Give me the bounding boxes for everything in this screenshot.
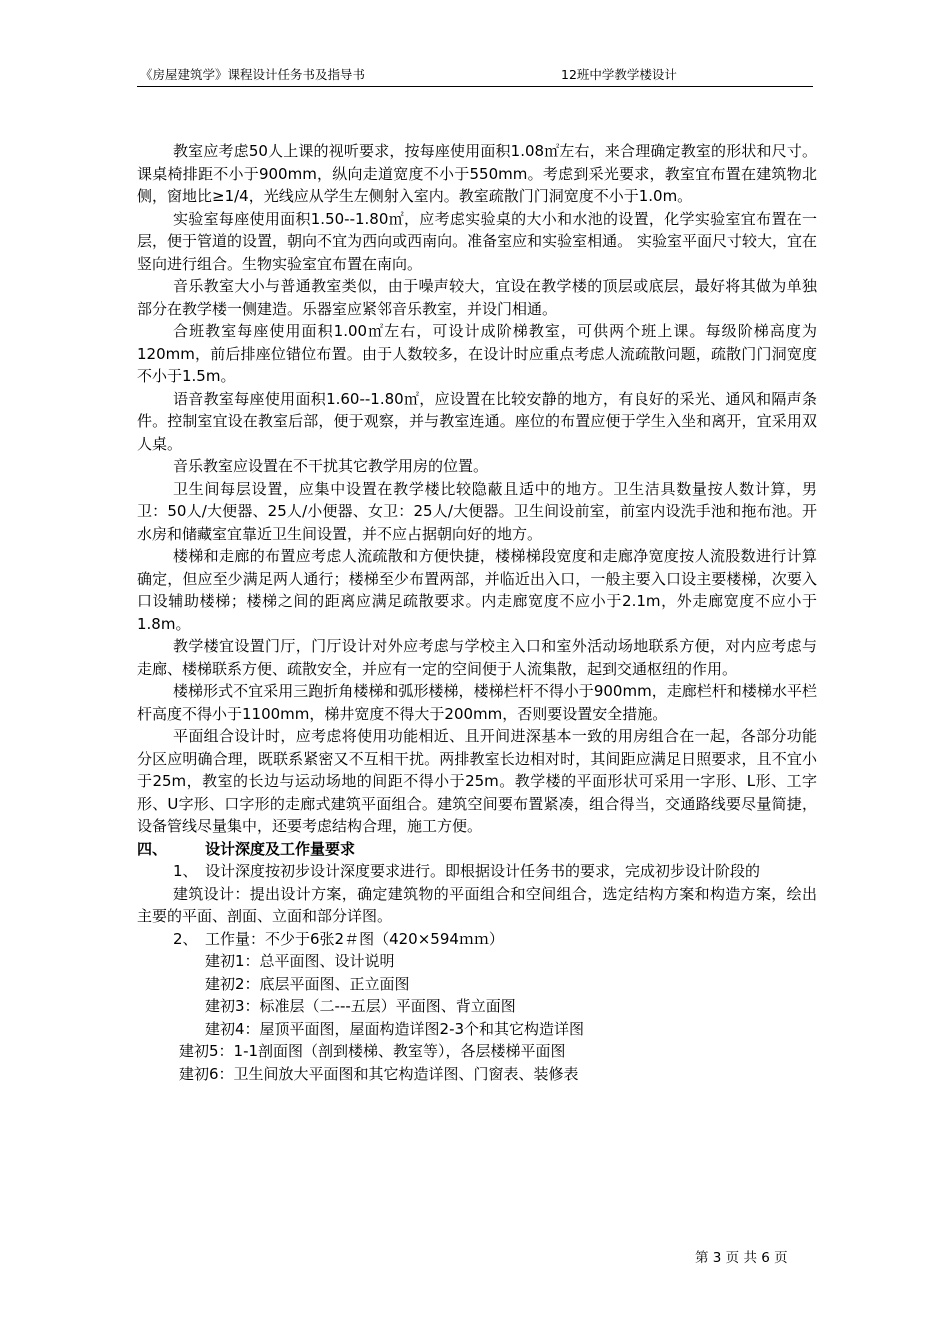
document-body [137,140,817,1085]
list-item-text: 设计深度按初步设计深度要求进行。即根据设计任务书的要求，完成初步设计阶段的 [205,862,761,880]
drawing-sheet-6: 建初6：卫生间放大平面图和其它构造详图、门窗表、装修表 [179,1064,579,1083]
paragraph-stair-railings: 楼梯形式不宜采用三跑折角楼梯和弧形楼梯，楼梯栏杆不得小于900mm，走廊栏杆和楼梯水平栏杆高度不得小于1100mm，梯井宽度不得大于200mm，否则要设置安全措施。 [137,682,817,723]
paragraph-laboratory: 实验室每座使用面积1.50--1.80㎡，应考虑实验桌的大小和水池的设置，化学实验室宜布置在一层，便于管道的设置，朝向不宜为西向或西南向。准备室应和实验室相通。 实验室平面尺寸较大，宜在竖向进行组合。生物实验室宜布置在南向。 [137,209,817,273]
drawing-sheet-4: 建初4：屋顶平面图，屋面构造详图2-3个和其它构造详图 [205,1019,585,1038]
section-title: 设计深度及工作量要求 [205,839,356,858]
drawing-sheet-1: 建初1：总平面图、设计说明 [205,952,395,970]
page-number: 第 3 页 共 6 页 [695,1250,788,1266]
list-item-workload [137,928,817,951]
paragraph-plan-composition: 平面组合设计时，应考虑将使用功能相近、且开间进深基本一致的用房组合在一起，各部分功能分区应明确合理，既联系紧密又不互相干扰。两排教室长边相对时，其间距应满足日照要求，且不宜小于25m，教室的长边与运动场地的间距不得小于25m。教学楼的平面形状可采用一字形、L形、工字形、U字形、口字形的走廊式建筑平面组合。建筑空间要布置紧凑，组合得当，交通路线要尽量简捷，设备管线尽量集中，还要考虑结构合理，施工方便。 [137,727,817,835]
list-item-design-depth [137,860,817,883]
list-item-text: 工作量：不少于6张2＃图（420×594ｍｍ） [205,929,504,948]
paragraph-restroom: 卫生间每层设置，应集中设置在教学楼比较隐蔽且适中的地方。卫生洁具数量按人数计算，男卫：50人/大便器、25人/小便器、女卫：25人/大便器。卫生间设前室，前室内设洗手池和拖布池。开水房和储藏室宜靠近卫生间设置，并不应占据朝向好的地方。 [137,479,817,543]
list-item-number: 1、 [173,862,198,880]
paragraph-classroom: 教室应考虑50人上课的视听要求，按每座使用面积1.08㎡左右，来合理确定教室的形状和尺寸。课桌椅排距不小于900mm，纵向走道宽度不小于550mm。考虑到采光要求，教室宜布置在建筑物北侧，窗地比≥1/4，光线应从学生左侧射入室内。教室疏散门门洞宽度不小于1.0m。 [137,142,817,205]
drawing-sheet-2: 建初2：底层平面图、正立面图 [205,974,410,993]
paragraph-music-room: 音乐教室大小与普通教室类似，由于噪声较大，宜设在教学楼的顶层或底层，最好将其做为单独部分在教学楼一侧建造。乐器室应紧邻音乐教室，并设门相通。 [137,277,817,318]
header-document-title: 《房屋建筑学》课程设计任务书及指导书 [140,67,366,82]
drawing-sheet-3: 建初3：标准层（二---五层）平面图、背立面图 [205,997,516,1015]
section-heading [137,838,817,861]
section-number: 四、 [137,839,168,858]
page-header [137,68,813,87]
paragraph-stairs-corridors: 楼梯和走廊的布置应考虑人流疏散和方便快捷，楼梯梯段宽度和走廊净宽度按人流股数进行计算确定，但应至少满足两人通行；楼梯至少布置两部，并临近出入口，一般主要入口设主要楼梯，次要入口设辅助楼梯；楼梯之间的距离应满足疏散要求。内走廊宽度不应小于2.1m，外走廊宽度不应小于1.8m。 [137,547,817,633]
header-project-title: 12班中学教学楼设计 [561,67,677,82]
list-item-text-continued: 建筑设计：提出设计方案，确定建筑物的平面组合和空间组合，选定结构方案和构造方案，绘出主要的平面、剖面、立面和部分详图。 [137,884,817,925]
paragraph-lobby: 教学楼宜设置门厅，门厅设计对外应考虑与学校主入口和室外活动场地联系方便，对内应考虑与走廊、楼梯联系方便、疏散安全，并应有一定的空间便于人流集散，起到交通枢纽的作用。 [137,637,817,678]
paragraph-combined-classroom: 合班教室每座使用面积1.00㎡左右，可设计成阶梯教室，可供两个班上课。每级阶梯高度为120mm，前后排座位错位布置。由于人数较多，在设计时应重点考虑人流疏散问题，疏散门门洞宽度不小于1.5m。 [137,322,817,385]
paragraph-music-room-location: 音乐教室应设置在不干扰其它教学用房的位置。 [173,457,489,475]
paragraph-language-lab: 语音教室每座使用面积1.60--1.80㎡，应设置在比较安静的地方，有良好的采光、通风和隔声条件。控制室宜设在教室后部，便于观察，并与教室连通。座位的布置应便于学生入坐和离开，宜采用双人桌。 [137,389,817,453]
drawing-sheet-5: 建初5：1-1剖面图（剖到楼梯、教室等），各层楼梯平面图 [179,1042,566,1060]
list-item-number: 2、 [173,929,198,948]
